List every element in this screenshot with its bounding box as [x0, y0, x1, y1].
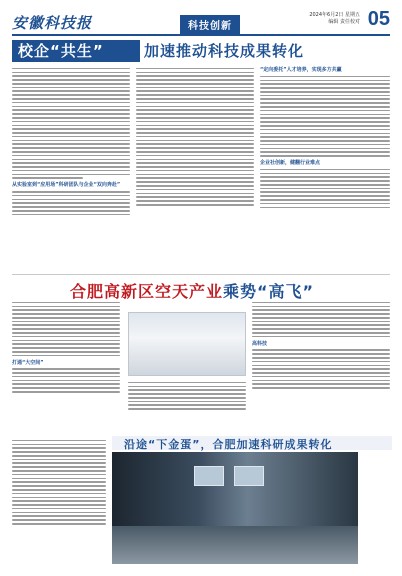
bottom-headline: 沿途“下金蛋”，合肥加速科研成果转化: [124, 438, 333, 451]
mid-col-1: [12, 300, 120, 432]
article-col-2: [136, 66, 254, 271]
article-col-3: [260, 66, 390, 271]
mid-headline-blue: 乘势“高飞”: [223, 282, 315, 301]
mid-subhead-b: 高科技: [252, 340, 268, 347]
subhead-talent: “定向委托”人才培养，实现多方共赢: [260, 67, 342, 73]
issue-date: 2024年6月2日 星期五: [309, 12, 360, 18]
lab-photo: [112, 452, 358, 564]
headline-main: 加速推动科技成果转化: [144, 42, 305, 60]
page-number: 05: [367, 8, 390, 30]
mid-headline: [70, 279, 314, 302]
photo-screen: [194, 466, 224, 486]
subhead-innovation: 企业社创新，健翻行业难点: [260, 159, 321, 166]
mid-headline-red: 合肥高新区空天产业: [70, 282, 224, 301]
headline-badge: 校企“共生”: [12, 40, 140, 62]
masthead: [12, 6, 390, 36]
mid-col-3: [252, 300, 390, 432]
photo-floor: [112, 526, 358, 564]
newspaper-logo: 安徽科技报: [12, 14, 93, 32]
mid-subhead-a: 打通“大空间”: [12, 359, 44, 366]
subhead-lab: 从实验室到“应用场”科研团队与企业“双向奔赴”: [12, 182, 121, 189]
article-col-1: [12, 66, 130, 271]
section-title: 科技创新: [180, 15, 240, 34]
bottom-col-1: [12, 438, 106, 570]
editor-line: 编辑 责任校对: [328, 19, 360, 25]
mid-photo: [128, 312, 246, 376]
dateline: [290, 12, 360, 26]
photo-screen: [234, 466, 264, 486]
mid-col-2: [128, 380, 246, 432]
section-divider: [12, 274, 390, 275]
lead-headline: [12, 40, 390, 62]
